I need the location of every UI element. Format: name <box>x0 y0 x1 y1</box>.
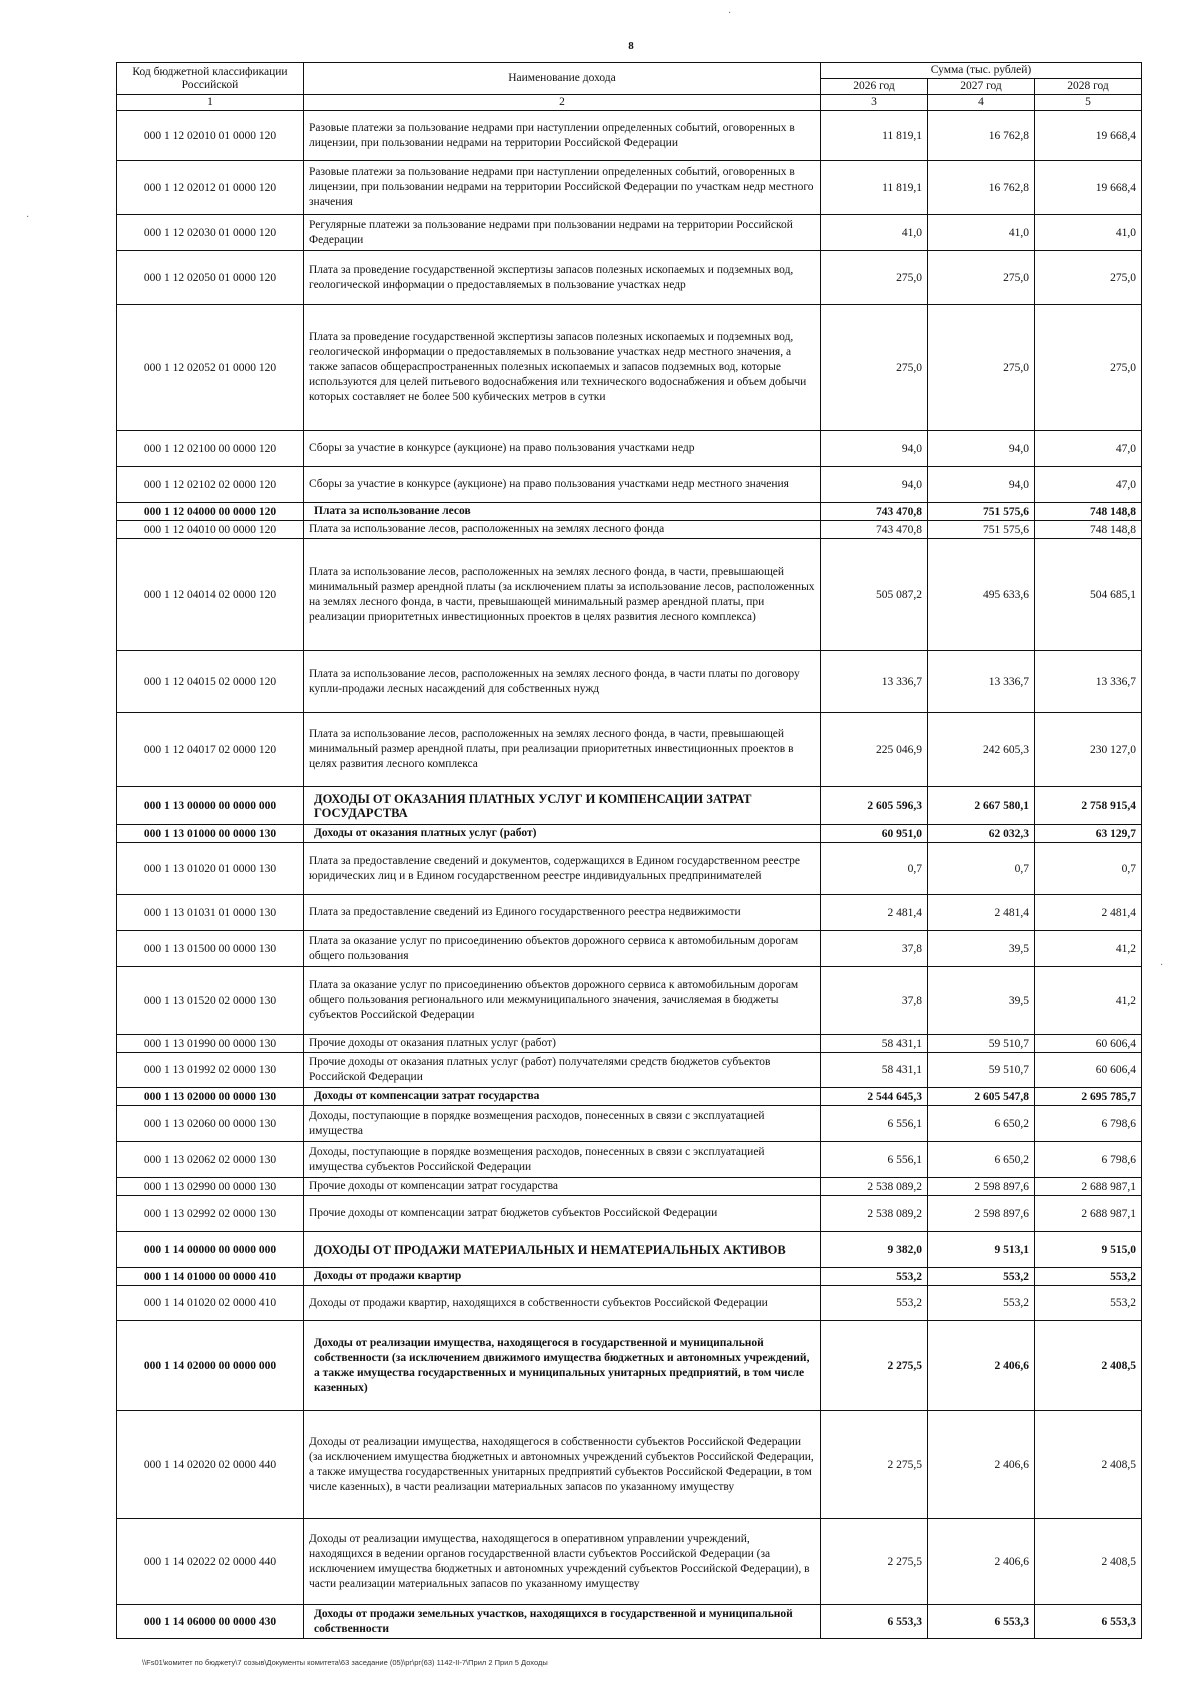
code-cell: 000 1 13 01020 01 0000 130 <box>117 843 304 895</box>
value-2026-cell: 9 382,0 <box>821 1232 928 1268</box>
value-2028-cell: 230 127,0 <box>1035 713 1142 787</box>
value-2028-cell: 2 695 785,7 <box>1035 1088 1142 1106</box>
name-cell: Плата за использование лесов <box>304 503 821 521</box>
value-2026-cell: 743 470,8 <box>821 521 928 539</box>
scan-speck: · <box>728 8 732 19</box>
table-row <box>117 1268 1142 1286</box>
name-cell: Плата за проведение государственной экспертизы запасов полезных ископаемых и подземных вод, геологической информации о предоставляемых в пользование участках недр <box>304 251 821 305</box>
table-row <box>117 1088 1142 1106</box>
value-2026-cell: 6 556,1 <box>821 1142 928 1178</box>
page-number: 8 <box>628 40 634 52</box>
value-2027-cell: 553,2 <box>928 1268 1035 1286</box>
value-2026-cell: 0,7 <box>821 843 928 895</box>
scan-speck: · <box>1160 960 1164 971</box>
value-2027-cell: 2 598 897,6 <box>928 1196 1035 1232</box>
table-row <box>117 1053 1142 1088</box>
code-cell: 000 1 13 01000 00 0000 130 <box>117 825 304 843</box>
code-cell: 000 1 14 06000 00 0000 430 <box>117 1605 304 1639</box>
name-cell: Доходы от реализации имущества, находящегося в государственной и муниципальной собственности (за исключением движимого имущества бюджетных и автономных учреждений, а также имущества государственных и муниципальных унитарных предприятий, в том числе казенных) <box>304 1321 821 1411</box>
table-row <box>117 651 1142 713</box>
value-2028-cell: 2 688 987,1 <box>1035 1178 1142 1196</box>
code-cell: 000 1 14 00000 00 0000 000 <box>117 1232 304 1268</box>
value-2027-cell: 2 406,6 <box>928 1321 1035 1411</box>
value-2027-cell: 16 762,8 <box>928 161 1035 215</box>
name-cell: Плата за предоставление сведений и документов, содержащихся в Едином государственном реестре юридических лиц и в Едином государственном реестре индивидуальных предпринимателей <box>304 843 821 895</box>
code-cell: 000 1 14 02022 02 0000 440 <box>117 1519 304 1605</box>
name-cell: Доходы от продажи квартир, находящихся в собственности субъектов Российской Федерации <box>304 1286 821 1321</box>
value-2028-cell: 19 668,4 <box>1035 161 1142 215</box>
value-2026-cell: 553,2 <box>821 1286 928 1321</box>
value-2026-cell: 2 275,5 <box>821 1321 928 1411</box>
value-2027-cell: 59 510,7 <box>928 1053 1035 1088</box>
header-sum: Сумма (тыс. рублей) <box>821 63 1142 79</box>
header-name: Наименование дохода <box>304 63 821 95</box>
value-2028-cell: 2 758 915,4 <box>1035 787 1142 825</box>
value-2028-cell: 748 148,8 <box>1035 503 1142 521</box>
name-cell: Прочие доходы от компенсации затрат бюджетов субъектов Российской Федерации <box>304 1196 821 1232</box>
table-row <box>117 1178 1142 1196</box>
value-2027-cell: 2 598 897,6 <box>928 1178 1035 1196</box>
value-2028-cell: 41,2 <box>1035 967 1142 1035</box>
value-2027-cell: 275,0 <box>928 251 1035 305</box>
header-code: Код бюджетной классификации Российской <box>117 63 304 95</box>
value-2027-cell: 0,7 <box>928 843 1035 895</box>
value-2027-cell: 751 575,6 <box>928 521 1035 539</box>
value-2028-cell: 553,2 <box>1035 1268 1142 1286</box>
table-row <box>117 539 1142 651</box>
value-2028-cell: 60 606,4 <box>1035 1035 1142 1053</box>
value-2026-cell: 58 431,1 <box>821 1053 928 1088</box>
table-row <box>117 503 1142 521</box>
name-cell: ДОХОДЫ ОТ ПРОДАЖИ МАТЕРИАЛЬНЫХ И НЕМАТЕРИАЛЬНЫХ АКТИВОВ <box>304 1232 821 1268</box>
value-2028-cell: 2 481,4 <box>1035 895 1142 931</box>
code-cell: 000 1 13 01520 02 0000 130 <box>117 967 304 1035</box>
value-2026-cell: 2 605 596,3 <box>821 787 928 825</box>
name-cell: Доходы, поступающие в порядке возмещения расходов, понесенных в связи с эксплуатацией имущества субъектов Российской Федерации <box>304 1142 821 1178</box>
table-row <box>117 1519 1142 1605</box>
code-cell: 000 1 12 02102 02 0000 120 <box>117 467 304 503</box>
value-2026-cell: 60 951,0 <box>821 825 928 843</box>
value-2028-cell: 41,2 <box>1035 931 1142 967</box>
table-row <box>117 251 1142 305</box>
name-cell: Плата за использование лесов, расположенных на землях лесного фонда, в части платы по договору купли-продажи лесных насаждений для собственных нужд <box>304 651 821 713</box>
value-2026-cell: 505 087,2 <box>821 539 928 651</box>
file-path-footer: \\Fs01\комитет по бюджету\7 созыв\Документы комитета\63 заседание (05)\рг\рг(63) 1142-II-7\Прил 2 Прил 5 Доходы <box>142 1658 548 1667</box>
col-number-5: 5 <box>1035 95 1142 111</box>
table-row <box>117 967 1142 1035</box>
value-2028-cell: 9 515,0 <box>1035 1232 1142 1268</box>
col-number-4: 4 <box>928 95 1035 111</box>
value-2028-cell: 2 408,5 <box>1035 1321 1142 1411</box>
table-row <box>117 787 1142 825</box>
code-cell: 000 1 14 02000 00 0000 000 <box>117 1321 304 1411</box>
name-cell: Плата за использование лесов, расположенных на землях лесного фонда, в части, превышающей минимальный размер арендной платы, при реализации приоритетных инвестиционных проектов в целях развития лесного комплекса <box>304 713 821 787</box>
value-2027-cell: 94,0 <box>928 467 1035 503</box>
table-row <box>117 111 1142 161</box>
revenue-table <box>116 62 1142 1639</box>
header-year-2028: 2028 год <box>1035 79 1142 95</box>
name-cell: Доходы от продажи квартир <box>304 1268 821 1286</box>
value-2026-cell: 13 336,7 <box>821 651 928 713</box>
code-cell: 000 1 12 04017 02 0000 120 <box>117 713 304 787</box>
name-cell: Прочие доходы от оказания платных услуг (работ) получателями средств бюджетов субъектов Российской Федерации <box>304 1053 821 1088</box>
code-cell: 000 1 13 02062 02 0000 130 <box>117 1142 304 1178</box>
value-2028-cell: 6 798,6 <box>1035 1106 1142 1142</box>
table-row <box>117 521 1142 539</box>
code-cell: 000 1 13 01990 00 0000 130 <box>117 1035 304 1053</box>
table-row <box>117 431 1142 467</box>
value-2026-cell: 2 538 089,2 <box>821 1178 928 1196</box>
value-2026-cell: 2 538 089,2 <box>821 1196 928 1232</box>
value-2028-cell: 553,2 <box>1035 1286 1142 1321</box>
name-cell: ДОХОДЫ ОТ ОКАЗАНИЯ ПЛАТНЫХ УСЛУГ И КОМПЕНСАЦИИ ЗАТРАТ ГОСУДАРСТВА <box>304 787 821 825</box>
value-2028-cell: 13 336,7 <box>1035 651 1142 713</box>
value-2028-cell: 0,7 <box>1035 843 1142 895</box>
value-2026-cell: 58 431,1 <box>821 1035 928 1053</box>
value-2027-cell: 2 406,6 <box>928 1519 1035 1605</box>
code-cell: 000 1 13 01031 01 0000 130 <box>117 895 304 931</box>
code-cell: 000 1 12 02030 01 0000 120 <box>117 215 304 251</box>
code-cell: 000 1 13 00000 00 0000 000 <box>117 787 304 825</box>
table-row <box>117 825 1142 843</box>
value-2027-cell: 751 575,6 <box>928 503 1035 521</box>
name-cell: Плата за предоставление сведений из Единого государственного реестра недвижимости <box>304 895 821 931</box>
value-2028-cell: 19 668,4 <box>1035 111 1142 161</box>
value-2026-cell: 41,0 <box>821 215 928 251</box>
table-row <box>117 1196 1142 1232</box>
code-cell: 000 1 12 04015 02 0000 120 <box>117 651 304 713</box>
table-row <box>117 931 1142 967</box>
table-row <box>117 1286 1142 1321</box>
code-cell: 000 1 14 01000 00 0000 410 <box>117 1268 304 1286</box>
name-cell: Сборы за участие в конкурсе (аукционе) на право пользования участками недр <box>304 431 821 467</box>
name-cell: Доходы от реализации имущества, находящегося в оперативном управлении учреждений, находящихся в ведении органов государственной власти субъектов Российской Федерации (за исключением имущества бюджетных и автономных учреждений субъектов Российской Федерации), в части реализации материальных запасов по указанному имуществу <box>304 1519 821 1605</box>
value-2026-cell: 6 553,3 <box>821 1605 928 1639</box>
table-row <box>117 1411 1142 1519</box>
value-2027-cell: 39,5 <box>928 967 1035 1035</box>
value-2027-cell: 6 650,2 <box>928 1106 1035 1142</box>
value-2028-cell: 504 685,1 <box>1035 539 1142 651</box>
value-2027-cell: 59 510,7 <box>928 1035 1035 1053</box>
name-cell: Доходы от продажи земельных участков, находящихся в государственной и муниципальной собственности <box>304 1605 821 1639</box>
table-row <box>117 1321 1142 1411</box>
name-cell: Разовые платежи за пользование недрами при наступлении определенных событий, оговоренных в лицензии, при пользовании недрами на территории Российской Федерации <box>304 111 821 161</box>
code-cell: 000 1 12 04010 00 0000 120 <box>117 521 304 539</box>
value-2027-cell: 62 032,3 <box>928 825 1035 843</box>
table-body <box>117 111 1142 1639</box>
table-row <box>117 1142 1142 1178</box>
value-2026-cell: 6 556,1 <box>821 1106 928 1142</box>
value-2027-cell: 2 481,4 <box>928 895 1035 931</box>
value-2028-cell: 2 408,5 <box>1035 1411 1142 1519</box>
value-2028-cell: 2 408,5 <box>1035 1519 1142 1605</box>
value-2027-cell: 2 406,6 <box>928 1411 1035 1519</box>
code-cell: 000 1 13 02000 00 0000 130 <box>117 1088 304 1106</box>
table-row <box>117 1605 1142 1639</box>
value-2027-cell: 39,5 <box>928 931 1035 967</box>
code-cell: 000 1 12 02050 01 0000 120 <box>117 251 304 305</box>
value-2028-cell: 47,0 <box>1035 431 1142 467</box>
value-2026-cell: 2 544 645,3 <box>821 1088 928 1106</box>
value-2028-cell: 41,0 <box>1035 215 1142 251</box>
name-cell: Прочие доходы от компенсации затрат государства <box>304 1178 821 1196</box>
table-row <box>117 305 1142 431</box>
name-cell: Прочие доходы от оказания платных услуг (работ) <box>304 1035 821 1053</box>
code-cell: 000 1 12 02052 01 0000 120 <box>117 305 304 431</box>
col-number-3: 3 <box>821 95 928 111</box>
name-cell: Доходы от оказания платных услуг (работ) <box>304 825 821 843</box>
col-number-2: 2 <box>304 95 821 111</box>
value-2028-cell: 60 606,4 <box>1035 1053 1142 1088</box>
value-2026-cell: 11 819,1 <box>821 111 928 161</box>
table-row <box>117 467 1142 503</box>
name-cell: Плата за оказание услуг по присоединению объектов дорожного сервиса к автомобильным дорогам общего пользования <box>304 931 821 967</box>
name-cell: Плата за использование лесов, расположенных на землях лесного фонда, в части, превышающей минимальный размер арендной платы (за исключением платы за использование лесов, расположенных на землях лесного фонда, в части, превышающей минимальный размер арендной платы, при реализации приоритетных инвестиционных проектов в целях развития лесного комплекса) <box>304 539 821 651</box>
name-cell: Доходы, поступающие в порядке возмещения расходов, понесенных в связи с эксплуатацией имущества <box>304 1106 821 1142</box>
value-2028-cell: 748 148,8 <box>1035 521 1142 539</box>
value-2026-cell: 225 046,9 <box>821 713 928 787</box>
code-cell: 000 1 12 04014 02 0000 120 <box>117 539 304 651</box>
name-cell: Плата за оказание услуг по присоединению объектов дорожного сервиса к автомобильным дорогам общего пользования регионального или межмуниципального значения, зачисляемая в бюджеты субъектов Российской Федерации <box>304 967 821 1035</box>
table-row <box>117 713 1142 787</box>
value-2026-cell: 37,8 <box>821 967 928 1035</box>
col-number-1: 1 <box>117 95 304 111</box>
name-cell: Разовые платежи за пользование недрами при наступлении определенных событий, оговоренных в лицензии, при пользовании недрами на территории Российской Федерации по участкам недр местного значения <box>304 161 821 215</box>
value-2027-cell: 2 667 580,1 <box>928 787 1035 825</box>
code-cell: 000 1 13 02990 00 0000 130 <box>117 1178 304 1196</box>
code-cell: 000 1 13 02992 02 0000 130 <box>117 1196 304 1232</box>
value-2027-cell: 94,0 <box>928 431 1035 467</box>
value-2026-cell: 11 819,1 <box>821 161 928 215</box>
value-2028-cell: 2 688 987,1 <box>1035 1196 1142 1232</box>
value-2027-cell: 2 605 547,8 <box>928 1088 1035 1106</box>
name-cell: Сборы за участие в конкурсе (аукционе) на право пользования участками недр местного значения <box>304 467 821 503</box>
value-2027-cell: 9 513,1 <box>928 1232 1035 1268</box>
value-2028-cell: 63 129,7 <box>1035 825 1142 843</box>
value-2027-cell: 6 553,3 <box>928 1605 1035 1639</box>
code-cell: 000 1 13 01992 02 0000 130 <box>117 1053 304 1088</box>
table-row <box>117 215 1142 251</box>
value-2027-cell: 553,2 <box>928 1286 1035 1321</box>
value-2027-cell: 41,0 <box>928 215 1035 251</box>
name-cell: Регулярные платежи за пользование недрами при пользовании недрами на территории Российской Федерации <box>304 215 821 251</box>
value-2028-cell: 6 553,3 <box>1035 1605 1142 1639</box>
value-2027-cell: 495 633,6 <box>928 539 1035 651</box>
header-year-2027: 2027 год <box>928 79 1035 95</box>
code-cell: 000 1 12 02100 00 0000 120 <box>117 431 304 467</box>
table-row <box>117 1106 1142 1142</box>
value-2026-cell: 275,0 <box>821 251 928 305</box>
code-cell: 000 1 14 02020 02 0000 440 <box>117 1411 304 1519</box>
value-2027-cell: 16 762,8 <box>928 111 1035 161</box>
table-row <box>117 161 1142 215</box>
value-2026-cell: 2 275,5 <box>821 1519 928 1605</box>
code-cell: 000 1 14 01020 02 0000 410 <box>117 1286 304 1321</box>
name-cell: Плата за проведение государственной экспертизы запасов полезных ископаемых и подземных вод, геологической информации о предоставляемых в пользование участках недр местного значения, а также запасов общераспространенных полезных ископаемых и запасов подземных вод, которые используются для целей питьевого водоснабжения или технического водоснабжения и объем добычи которых составляет не более 500 кубических метров в сутки <box>304 305 821 431</box>
name-cell: Доходы от компенсации затрат государства <box>304 1088 821 1106</box>
value-2026-cell: 2 481,4 <box>821 895 928 931</box>
value-2026-cell: 94,0 <box>821 431 928 467</box>
value-2026-cell: 94,0 <box>821 467 928 503</box>
scan-speck: · <box>26 212 30 223</box>
value-2028-cell: 47,0 <box>1035 467 1142 503</box>
header-year-2026: 2026 год <box>821 79 928 95</box>
value-2027-cell: 13 336,7 <box>928 651 1035 713</box>
value-2028-cell: 275,0 <box>1035 305 1142 431</box>
value-2027-cell: 6 650,2 <box>928 1142 1035 1178</box>
value-2028-cell: 6 798,6 <box>1035 1142 1142 1178</box>
value-2026-cell: 37,8 <box>821 931 928 967</box>
value-2026-cell: 275,0 <box>821 305 928 431</box>
code-cell: 000 1 12 02010 01 0000 120 <box>117 111 304 161</box>
value-2026-cell: 2 275,5 <box>821 1411 928 1519</box>
code-cell: 000 1 12 04000 00 0000 120 <box>117 503 304 521</box>
value-2028-cell: 275,0 <box>1035 251 1142 305</box>
table-row <box>117 1035 1142 1053</box>
code-cell: 000 1 13 02060 00 0000 130 <box>117 1106 304 1142</box>
table-row <box>117 843 1142 895</box>
table-row <box>117 1232 1142 1268</box>
name-cell: Доходы от реализации имущества, находящегося в собственности субъектов Российской Федерации (за исключением имущества бюджетных и автономных учреждений субъектов Российской Федерации, а также имущества государственных унитарных предприятий субъектов Российской Федерации, в том числе казенных), в части реализации материальных запасов по указанному имуществу <box>304 1411 821 1519</box>
value-2026-cell: 553,2 <box>821 1268 928 1286</box>
name-cell: Плата за использование лесов, расположенных на землях лесного фонда <box>304 521 821 539</box>
code-cell: 000 1 12 02012 01 0000 120 <box>117 161 304 215</box>
value-2027-cell: 242 605,3 <box>928 713 1035 787</box>
code-cell: 000 1 13 01500 00 0000 130 <box>117 931 304 967</box>
value-2027-cell: 275,0 <box>928 305 1035 431</box>
table-row <box>117 895 1142 931</box>
value-2026-cell: 743 470,8 <box>821 503 928 521</box>
